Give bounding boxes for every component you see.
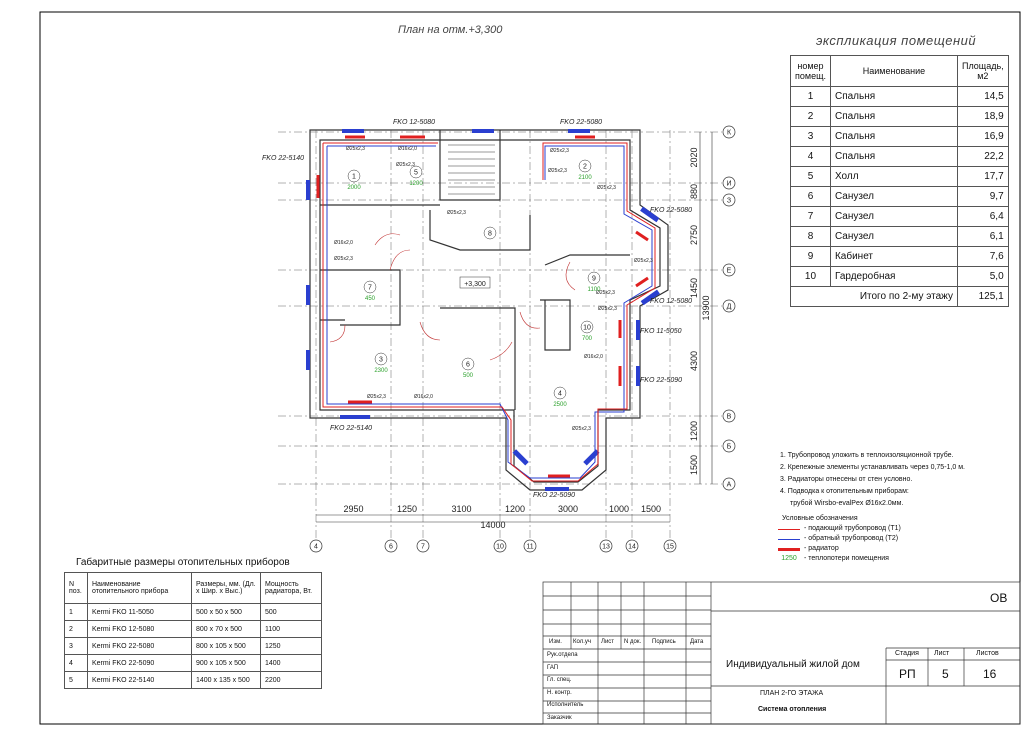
dim-right: 1450 [689,277,699,299]
legend-radiator: - радиатор [804,545,839,552]
sheet-label: Лист [934,650,950,657]
radiator-label: FKO 12-5080 [393,119,436,126]
device-name: Kermi FKO 22-5080 [88,638,192,655]
dim-bottom: 1000 [608,504,630,514]
device-power: 1400 [261,655,322,672]
room-name: Кабинет [830,247,957,267]
device-row [65,621,322,638]
room-heat-load: 2100 [578,175,592,181]
stage-value: РП [899,667,916,681]
return-line-sample [778,539,800,540]
device-row [65,655,322,672]
stamp-role: Рук.отдела [547,652,578,658]
sheets-label: Листов [976,650,999,657]
room-heat-load: 1200 [409,181,423,187]
axis-bubble-v-label: 13 [602,543,610,551]
room-number: 5 [414,169,418,177]
room-name: Гардеробная [830,267,957,287]
pipe-label: Ø25x2,3 [596,290,615,296]
device-size: 900 x 105 x 500 [192,655,261,672]
room-area: 22,2 [957,147,1008,167]
col-area: Площадь, м2 [957,56,1008,87]
legend-return: - обратный трубопровод (Т2) [804,535,899,542]
stamp-col-head: N док. [624,639,642,645]
room-number: 2 [583,163,587,171]
room-num: 4 [791,147,831,167]
room-area: 5,0 [957,267,1008,287]
dim-right: 880 [689,183,699,200]
stamp-role: Исполнитель [547,702,584,708]
sheet-value: 5 [942,667,949,681]
pipe-label: Ø25x2,3 [550,148,569,154]
explication-row [791,187,1009,207]
axis-bubble-h-label: Е [726,267,732,275]
supply-line-sample [778,529,800,530]
dev-col-num: N поз. [65,573,88,604]
pipe-label: Ø25x2,3 [447,210,466,216]
pipe-label: Ø25x2,3 [597,185,616,191]
pipe-label: Ø25x2,3 [367,394,386,400]
radiator-label: FKO 22-5080 [650,207,693,214]
room-number: 4 [558,390,562,398]
devices-table [64,572,322,689]
total-value: 125,1 [957,287,1008,307]
dim-bottom: 1500 [640,504,662,514]
device-power: 1100 [261,621,322,638]
note-5: трубой Wirsbo-evalPex Ø16x2.0мм. [790,500,904,507]
level-mark: +3,300 [464,281,486,288]
room-number: 8 [488,230,492,238]
room-area: 7,6 [957,247,1008,267]
room-name: Холл [830,167,957,187]
room-num: 10 [791,267,831,287]
radiator-label: FKO 22-5140 [330,425,373,432]
axis-bubble-v-label: 15 [666,543,674,551]
stage-label: Стадия [895,650,919,657]
room-heat-load: 1100 [587,287,601,293]
radiator-label: FKO 22-5090 [640,377,683,384]
pipe-label: Ø25x2,3 [396,162,415,168]
room-heat-load: 450 [364,296,376,302]
pipe-label: Ø25x2,3 [598,306,617,312]
dev-col-size: Размеры, мм. (Дл. x Шир. x Выс.) [192,573,261,604]
room-heat-load: 2500 [553,402,567,408]
room-num: 2 [791,107,831,127]
device-row [65,672,322,689]
dim-bottom: 3000 [557,504,579,514]
explication-row [791,207,1009,227]
dim-right: 4300 [689,350,699,372]
explication-header [791,56,1009,87]
room-number: 3 [379,356,383,364]
room-number: 6 [466,361,470,369]
room-area: 18,9 [957,107,1008,127]
pipe-label: Ø25x2,3 [548,168,567,174]
axis-bubble-v-label: 4 [314,543,318,551]
plan-title: План на отм.+3,300 [398,24,503,36]
dim-bottom: 3100 [451,504,472,514]
room-area: 17,7 [957,167,1008,187]
stamp-code: ОВ [990,591,1008,605]
pipe-label: Ø25x2,3 [634,258,653,264]
explication-row [791,147,1009,167]
dim-right: 1500 [689,454,699,476]
axis-bubble-h-label: И [726,180,732,188]
room-num: 9 [791,247,831,267]
device-row [65,638,322,655]
device-num: 4 [65,655,88,672]
room-heat-load: 2000 [347,185,361,191]
room-area: 6,1 [957,227,1008,247]
explication-title: экспликация помещений [816,33,977,48]
notes [780,450,965,510]
legend [778,514,901,564]
pipe-label: Ø16x2,0 [334,240,353,246]
device-size: 1400 x 135 x 500 [192,672,261,689]
stamp-role: Н. контр. [547,690,572,696]
device-name: Kermi FKO 12-5080 [88,621,192,638]
axis-bubble-v-label: 11 [526,543,534,551]
stamp-col-head: Подпись [652,639,676,645]
room-area: 14,5 [957,87,1008,107]
device-size: 500 x 50 x 500 [192,604,261,621]
explication-row [791,227,1009,247]
dev-col-name: Наименование отопительного прибора [88,573,192,604]
pipe-label: Ø25x2,3 [334,256,353,262]
device-name: Kermi FKO 22-5090 [88,655,192,672]
room-number: 10 [583,324,591,332]
stamp-role: Гл. спец. [547,677,572,683]
device-num: 1 [65,604,88,621]
device-row [65,604,322,621]
room-heat-load: 500 [462,373,474,379]
device-name: Kermi FKO 11-5050 [88,604,192,621]
room-num: 1 [791,87,831,107]
sheet-title-2: Система отопления [758,706,827,713]
room-area: 9,7 [957,187,1008,207]
axis-bubble-h-label: К [726,129,732,137]
room-name: Санузел [830,207,957,227]
axis-bubbles [310,126,735,552]
pipe-label: Ø16x2,0 [398,146,417,152]
room-num: 7 [791,207,831,227]
dim-bottom: 1200 [504,504,526,514]
room-num: 6 [791,187,831,207]
axis-bubble-h-label: А [726,481,732,489]
axis-bubble-h-label: Б [726,443,732,451]
explication-row [791,107,1009,127]
radiator-label: FKO 12-5080 [650,298,693,305]
sheets-value: 16 [983,667,997,681]
dim-total-right: 13900 [701,295,711,321]
pipe-label: Ø16x2,0 [414,394,433,400]
stamp-role: Заказчик [547,715,572,721]
axis-bubble-v-label: 10 [496,543,504,551]
dim-total-bottom: 14000 [480,520,506,530]
room-heat-load: 700 [581,336,593,342]
device-power: 500 [261,604,322,621]
project-name: Индивидуальный жилой дом [726,659,860,670]
dim-bottom: 1250 [396,504,418,514]
room-num: 8 [791,227,831,247]
room-number: 9 [592,275,596,283]
radiator-label: FKO 22-5080 [560,119,603,126]
room-area: 16,9 [957,127,1008,147]
device-num: 2 [65,621,88,638]
axis-bubble-h-label: В [726,413,732,421]
device-power: 1250 [261,638,322,655]
axis-bubble-v-label: 14 [628,543,636,551]
stair [448,145,495,194]
device-power: 2200 [261,672,322,689]
room-name: Санузел [830,227,957,247]
explication-row [791,167,1009,187]
note-2: 2. Крепежные элементы устанавливать через 0,75-1,0 м. [780,464,965,471]
devices-header [65,573,322,604]
return-pipe [327,146,652,478]
explication-row [791,127,1009,147]
sheet-title-1: ПЛАН 2-ГО ЭТАЖА [760,690,824,697]
radiator-sample [778,548,800,551]
explication-table [790,55,1009,307]
devices-title: Габаритные размеры отопительных приборов [76,557,290,568]
room-number: 7 [368,284,372,292]
room-heat-load: 2300 [374,368,388,374]
dev-col-power: Мощность радиатора, Вт. [261,573,322,604]
device-num: 5 [65,672,88,689]
room-num: 3 [791,127,831,147]
dim-right: 2020 [689,147,699,168]
dim-bottom: 2950 [343,504,364,514]
legend-heat: - теплопотери помещения [804,555,889,562]
explication-row [791,267,1009,287]
total-label: Итого по 2-му этажу [791,287,958,307]
axis-bubble-h-label: Д [726,303,732,311]
device-num: 3 [65,638,88,655]
device-size: 800 x 105 x 500 [192,638,261,655]
room-area: 6,4 [957,207,1008,227]
room-number: 1 [352,173,356,181]
pipe-label: Ø25x2,3 [346,146,365,152]
col-name: Наименование [830,56,957,87]
device-size: 800 x 70 x 500 [192,621,261,638]
radiator-label: FKO 22-5140 [262,155,305,162]
room-name: Санузел [830,187,957,207]
heat-sample: 1250 [781,555,797,562]
col-num: номер помещ. [791,56,831,87]
dim-right: 2750 [689,224,699,246]
explication-row [791,87,1009,107]
axis-bubble-v-label: 7 [421,543,425,551]
note-4: 4. Подводка к отопительным приборам: [780,488,909,495]
room-name: Спальня [830,147,957,167]
explication-row [791,247,1009,267]
dim-right: 1200 [689,420,699,442]
room-name: Спальня [830,127,957,147]
pipe-label: Ø25x2,3 [572,426,591,432]
radiator-label: FKO 22-5090 [533,492,576,499]
room-num: 5 [791,167,831,187]
room-name: Спальня [830,87,957,107]
stamp-col-head: Дата [690,639,704,645]
note-1: 1. Трубопровод уложить в теплоизоляционной трубе. [780,452,954,459]
legend-title: Условные обозначения [782,515,858,522]
room-name: Спальня [830,107,957,127]
explication-total-row [791,287,1009,307]
axis-bubble-h-label: З [726,197,732,205]
stamp-role: ГАП [547,665,559,671]
pipe-label: Ø16x2,0 [584,354,603,360]
stamp-col-head: Лист [601,639,615,645]
axis-bubble-v-label: 6 [389,543,393,551]
radiator-label: FKO 11-5050 [640,328,682,335]
stamp-col-head: Изм. [549,639,562,645]
device-name: Kermi FKO 22-5140 [88,672,192,689]
legend-supply: - подающий трубопровод (Т1) [804,525,901,532]
note-3: 3. Радиаторы отнесены от стен условно. [780,476,913,483]
stamp-col-head: Кол.уч [573,639,591,645]
